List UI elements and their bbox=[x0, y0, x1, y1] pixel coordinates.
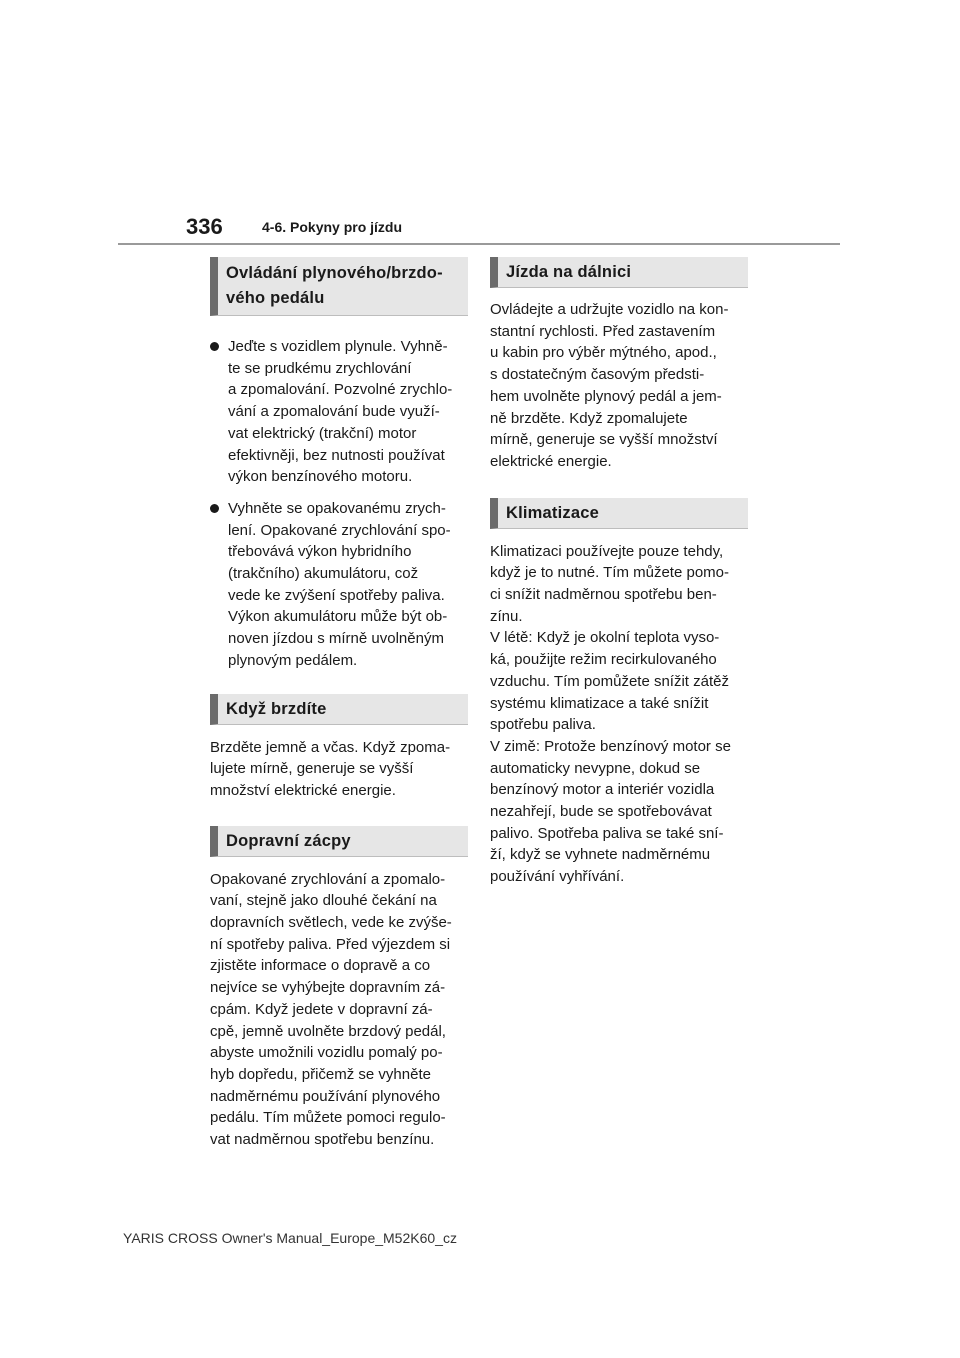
header-divider bbox=[118, 243, 840, 245]
text-line: zjistěte informace o dopravě a co bbox=[210, 957, 431, 975]
text-line: elektrické energie. bbox=[490, 452, 612, 470]
pedal-bullet-list bbox=[210, 336, 468, 672]
text-line: používání vyhřívání. bbox=[490, 868, 625, 886]
bullet-dot-icon bbox=[210, 504, 219, 513]
heading-line: Ovládání plynového/brzdo- bbox=[226, 264, 443, 282]
text-line: Ovládejte a udržujte vozidlo na kon- bbox=[490, 301, 729, 318]
text-line: hem uvolněte plynový pedál a jem- bbox=[490, 387, 722, 405]
left-column bbox=[210, 257, 468, 1151]
footer bbox=[0, 1230, 960, 1246]
text-line: zínu. bbox=[490, 607, 523, 625]
text-line: lení. Opakované zrychlování spo- bbox=[228, 521, 451, 539]
text-line: s dostatečným časovým předsti- bbox=[490, 366, 705, 384]
text-line: vede ke zvýšení spotřeby paliva. bbox=[228, 586, 445, 604]
text-line: systému klimatizace a také snížit bbox=[490, 694, 709, 712]
section-heading-traffic-jams: Dopravní zácpy bbox=[210, 826, 468, 857]
text-line: V zimě: Protože benzínový motor se bbox=[490, 737, 731, 755]
text-line: mírně, generuje se vyšší množství bbox=[490, 431, 718, 449]
text-line: nadměrnému používání plynového bbox=[210, 1087, 441, 1105]
text-line: ží, když se vyhnete nadměrnému bbox=[490, 846, 711, 864]
text-line: Vyhněte se opakovanému zrych- bbox=[228, 499, 446, 517]
text-line: stantní rychlosti. Před zastavením bbox=[490, 322, 716, 340]
section-heading-highway: Jízda na dálnici bbox=[490, 257, 748, 288]
text-line: vaní, stejně jako dlouhé čekání na bbox=[210, 892, 437, 910]
footer-text: YARIS CROSS Owner's Manual_Europe_M52K60_cz bbox=[123, 1230, 457, 1246]
text-line: výkon benzínového motoru. bbox=[228, 468, 413, 486]
text-line: abyste umožnili vozidlu pomalý po- bbox=[210, 1044, 443, 1062]
text-line: třebovává výkon hybridního bbox=[228, 543, 412, 561]
text-line: Výkon akumulátoru může být ob- bbox=[228, 608, 448, 626]
heading-line: vého pedálu bbox=[226, 289, 325, 307]
text-line: Opakované zrychlování a zpomalo- bbox=[210, 870, 446, 888]
text-line: cpám. Když jedete v dopravní zá- bbox=[210, 1000, 433, 1018]
text-line: lujete mírně, generuje se vyšší bbox=[210, 760, 414, 778]
right-column bbox=[490, 257, 748, 888]
text-line: dopravních světlech, vede ke zvýše- bbox=[210, 914, 452, 932]
section-heading-pedal-control bbox=[210, 257, 468, 316]
bullet-item bbox=[210, 336, 468, 488]
text-line: ká, použijte režim recirkulovaného bbox=[490, 651, 717, 669]
text-line: množství elektrické energie. bbox=[210, 781, 396, 799]
text-line: nejvíce se vyhýbejte dopravním zá- bbox=[210, 979, 446, 997]
text-line: Klimatizaci používejte pouze tehdy, bbox=[490, 542, 724, 560]
text-line: Jeďte s vozidlem plynule. Vyhně- bbox=[228, 338, 448, 355]
text-line: noven jízdou s mírně uvolněným bbox=[228, 630, 444, 648]
text-line: plynovým pedálem. bbox=[228, 651, 358, 669]
text-line: vzduchu. Tím pomůžete snížit zátěž bbox=[490, 672, 729, 690]
text-line: když je to nutné. Tím můžete pomo- bbox=[490, 564, 729, 582]
text-line: benzínový motor a interiér vozidla bbox=[490, 781, 715, 799]
text-line: vat elektrický (trakční) motor bbox=[228, 424, 417, 442]
text-line: hyb dopředu, přičemž se vyhněte bbox=[210, 1065, 431, 1083]
text-line: ně brzděte. Když zpomalujete bbox=[490, 409, 688, 427]
section-heading-braking: Když brzdíte bbox=[210, 694, 468, 725]
bullet-dot-icon bbox=[210, 342, 219, 351]
text-line: ní spotřeby paliva. Před výjezdem si bbox=[210, 935, 451, 953]
text-line: Brzděte jemně a včas. Když zpoma- bbox=[210, 738, 451, 756]
chapter-title: 4-6. Pokyny pro jízdu bbox=[262, 219, 403, 235]
text-line: u kabin pro výběr mýtného, apod., bbox=[490, 344, 717, 362]
text-line: vání a zpomalování bude využí- bbox=[228, 403, 440, 421]
page-number: 336 bbox=[186, 214, 223, 239]
section-heading-air-conditioning: Klimatizace bbox=[490, 498, 748, 529]
traffic-jams-paragraph bbox=[210, 869, 468, 1151]
text-line: V létě: Když je okolní teplota vyso- bbox=[490, 629, 720, 647]
text-line: vat nadměrnou spotřebu benzínu. bbox=[210, 1131, 435, 1149]
text-line: automaticky nevypne, dokud se bbox=[490, 759, 701, 777]
highway-paragraph bbox=[490, 299, 748, 473]
text-line: ci snížit nadměrnou spotřebu ben- bbox=[490, 586, 717, 604]
text-line: efektivněji, bez nutnosti používat bbox=[228, 446, 445, 464]
bullet-item bbox=[210, 498, 468, 672]
text-line: nezahřejí, bude se spotřebovávat bbox=[490, 803, 712, 821]
text-line: palivo. Spotřeba paliva se také sní- bbox=[490, 824, 724, 842]
text-line: (trakčního) akumulátoru, což bbox=[228, 565, 419, 583]
air-conditioning-paragraph bbox=[490, 541, 748, 888]
text-line: te se prudkému zrychlování bbox=[228, 359, 412, 377]
text-line: a zpomalování. Pozvolné zrychlo- bbox=[228, 381, 453, 399]
braking-paragraph bbox=[210, 737, 468, 802]
text-line: spotřebu paliva. bbox=[490, 716, 596, 734]
text-line: cpě, jemně uvolněte brzdový pedál, bbox=[210, 1022, 446, 1040]
text-line: pedálu. Tím můžete pomoci regulo- bbox=[210, 1109, 446, 1127]
